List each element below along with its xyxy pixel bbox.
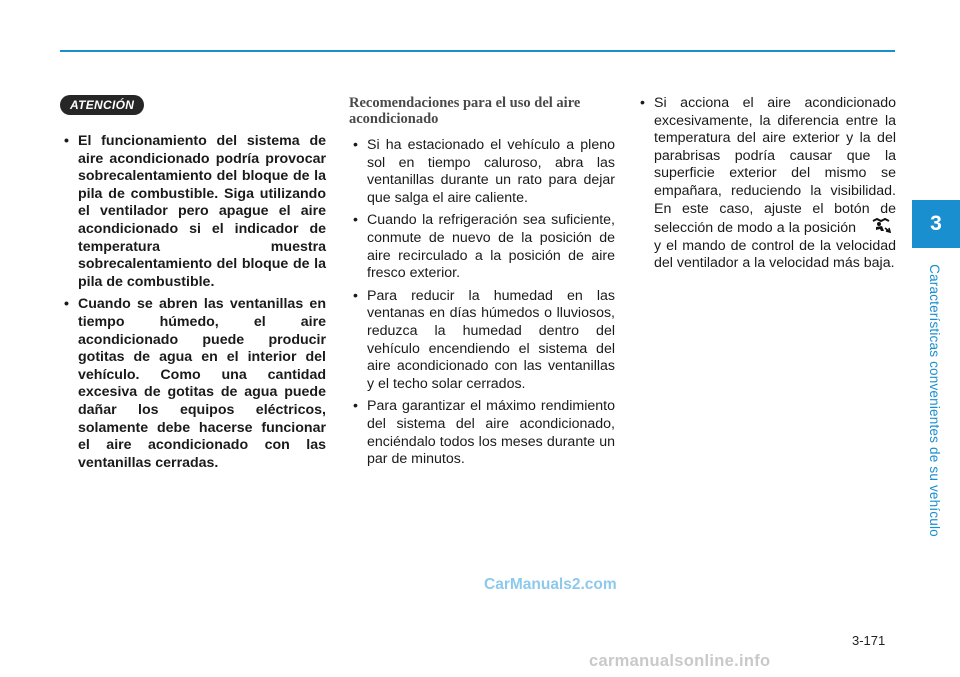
recommendations-column-continued <box>636 95 896 278</box>
chapter-number: 3 <box>930 212 942 235</box>
recommendations-list-continued <box>636 95 896 273</box>
chapter-tab <box>912 200 960 248</box>
caution-column <box>60 95 326 477</box>
watermark-bottom: carmanualsonline.info <box>589 652 771 670</box>
watermark-top: CarManuals2.com <box>484 576 617 593</box>
recommendation-text-part1: Si acciona el aire acondicionado excesivamente, la diferencia entre la temperatura del aire exterior y la del parabrisas podría causar que la superficie exterior del mismo se empañara, reduciendo la visibilidad. En este caso, ajuste el botón de selección de modo a la posición <box>654 95 896 237</box>
recommendation-item <box>636 95 896 273</box>
chapter-title-vertical <box>923 255 945 545</box>
recommendation-item: • Cuando la refrigeración sea suficiente, conmute de nuevo de la posición de aire recirculado a la posición de aire fresco exterior. <box>349 212 615 282</box>
header-rule <box>60 50 895 52</box>
recommendations-column <box>349 95 615 474</box>
recommendation-text-part2: y el mando de control de la velocidad del ventilador a la velocidad más baja. <box>654 237 896 272</box>
chapter-title: Características convenientes de su vehículo <box>926 263 942 537</box>
caution-item: • El funcionamiento del sistema de aire acondicionado podría provocar sobrecalentamiento del bloque de la pila de combustible. Siga utilizando el ventilador pero apague el aire acondicionado si el indicador de temperatura muestra sobrecalentamiento del bloque de la pila de combustible. <box>60 133 326 291</box>
caution-list <box>60 133 326 472</box>
caution-badge: ATENCIÓN <box>60 95 144 115</box>
floor-defrost-mode-icon <box>870 218 892 234</box>
page-number: 3-171 <box>852 633 886 648</box>
section-heading: Recomendaciones para el uso del aire acondicionado <box>349 95 581 127</box>
recommendation-item: • Para reducir la humedad en las ventanas en días húmedos o lluviosos, reduzca la humedad dentro del vehículo encendiendo el sistema del aire acondicionado con las ventanillas y el techo solar cerrados. <box>349 288 615 394</box>
caution-item: • Cuando se abren las ventanillas en tiempo húmedo, el aire acondicionado puede producir gotitas de agua en el interior del vehículo. Como una cantidad excesiva de gotitas de agua puede dañar los equipos eléctricos, solamente debe hacerse funcionar el aire acondicionado con las ventanillas cerradas. <box>60 296 326 472</box>
recommendation-item: • Para garantizar el máximo rendimiento del sistema del aire acondicionado, enciéndalo todos los meses durante un par de minutos. <box>349 398 615 468</box>
recommendation-item: • Si ha estacionado el vehículo a pleno sol en tiempo caluroso, abra las ventanillas durante un rato para dejar que salga el aire caliente. <box>349 137 615 207</box>
recommendations-list <box>349 137 615 469</box>
